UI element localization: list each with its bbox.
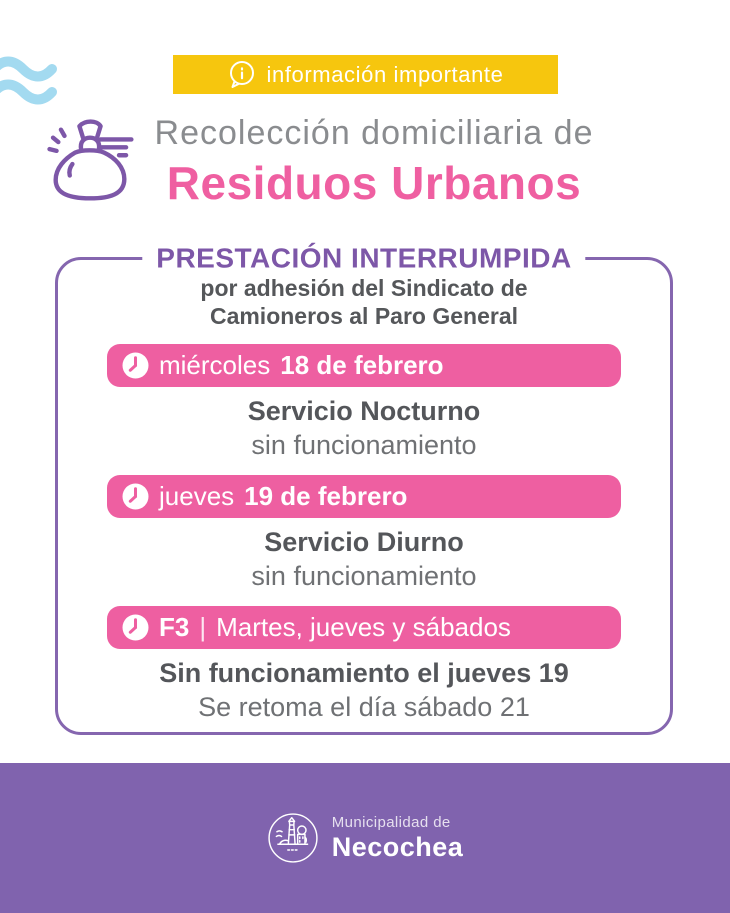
schedule-detail-service: Sin funcionamiento el jueves 19 <box>159 658 569 689</box>
schedule-route: F3 <box>159 612 190 643</box>
schedule-banner-thursday <box>107 475 621 518</box>
schedule-detail-service: Servicio Nocturno <box>247 396 481 427</box>
header <box>0 106 730 216</box>
schedule-detail-status: Se retoma el día sábado 21 <box>198 692 530 723</box>
info-speech-bubble-icon <box>228 60 256 89</box>
page-title-line1: Recolección domiciliaria de <box>154 114 594 152</box>
schedule-item-wednesday <box>58 344 670 461</box>
page-title <box>118 114 630 210</box>
schedule-day: jueves <box>159 481 235 512</box>
clock-icon <box>122 352 149 379</box>
interruption-subtitle-line1: por adhesión del Sindicato de <box>200 275 528 301</box>
interruption-title: PRESTACIÓN INTERRUMPIDA <box>142 242 585 274</box>
footer-org-line1: Municipalidad de <box>331 813 451 831</box>
important-info-banner <box>173 55 558 94</box>
interruption-notice-box <box>55 242 673 735</box>
interruption-subtitle-line2: Camioneros al Paro General <box>209 303 519 330</box>
schedule-banner-f3 <box>107 606 621 649</box>
schedule-days: Martes, jueves y sábados <box>216 612 511 643</box>
schedule-date: 19 de febrero <box>244 481 408 512</box>
schedule-date: 18 de febrero <box>280 350 444 381</box>
waves-icon <box>0 56 64 106</box>
footer <box>0 763 730 913</box>
schedule-day: miércoles <box>159 350 271 381</box>
clock-icon <box>122 614 149 641</box>
schedule-banner-wednesday <box>107 344 621 387</box>
schedule-item-thursday <box>58 475 670 592</box>
schedule-detail-service: Servicio Diurno <box>264 527 464 558</box>
schedule-detail-status: sin funcionamiento <box>251 561 477 592</box>
footer-org-line2: Necochea <box>331 831 464 862</box>
necochea-emblem-icon <box>267 812 319 864</box>
clock-icon <box>122 483 149 510</box>
important-info-label: información importante <box>266 61 504 87</box>
schedule-detail-status: sin funcionamiento <box>251 430 477 461</box>
interruption-subtitle <box>58 274 670 330</box>
schedule-item-f3-route <box>58 606 670 723</box>
schedule-separator: | <box>199 612 207 643</box>
footer-org-text <box>332 814 464 863</box>
page-title-line2: Residuos Urbanos <box>166 157 582 209</box>
